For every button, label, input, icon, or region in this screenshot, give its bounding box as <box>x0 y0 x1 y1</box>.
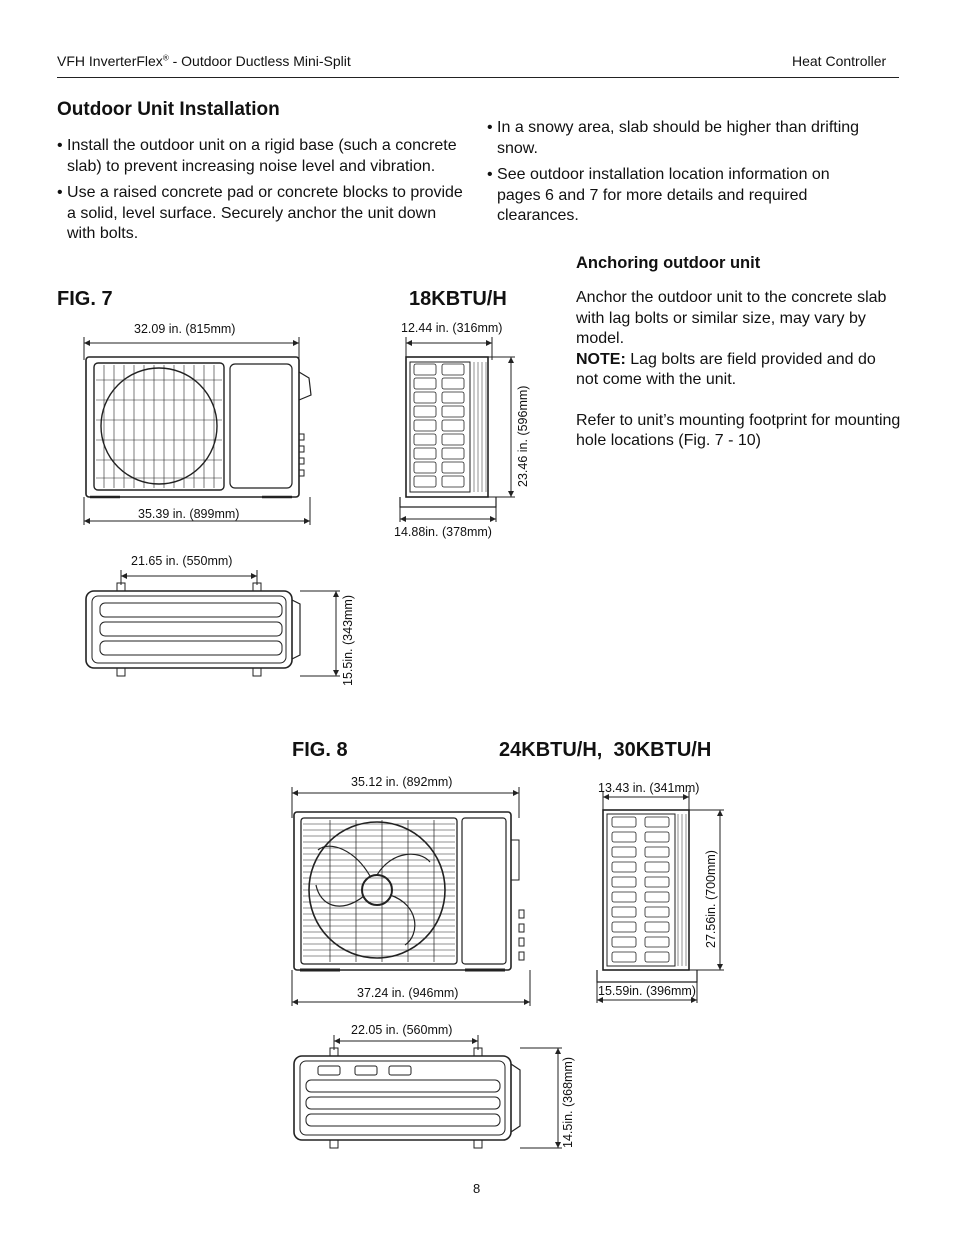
fig8-front-bottom-dim: 37.24 in. (946mm) <box>357 986 459 1000</box>
fig7-top-depth-dim: 15.5in. (343mm) <box>341 594 355 686</box>
fig7-model: 18KBTU/H <box>409 288 507 310</box>
fig7-front-bottom-dim: 35.39 in. (899mm) <box>138 507 240 521</box>
bullet-item: • See outdoor installation location information on pages 6 and 7 for more details and required clearances. <box>487 166 830 224</box>
anchoring-para: Anchor the outdoor unit to the concrete slab with lag bolts or similar size, may vary by model. <box>576 289 887 347</box>
fig7-side-top-dim: 12.44 in. (316mm) <box>401 321 503 335</box>
fig7-side-bottom-dim: 14.88in. (378mm) <box>394 525 492 539</box>
fig7-top-view <box>86 570 340 676</box>
fig8-top-view <box>294 1035 562 1148</box>
fig8-front-top-dim: 35.12 in. (892mm) <box>351 775 453 789</box>
fig7-side-view <box>400 337 515 522</box>
bullet-item: • In a snowy area, slab should be higher than drifting snow. <box>487 119 860 157</box>
fig8-side-top-dim: 13.43 in. (341mm) <box>598 781 700 795</box>
fig7-top-width-dim: 21.65 in. (550mm) <box>131 554 233 568</box>
fig7-front-view <box>84 337 311 525</box>
fig7-front-top-dim: 32.09 in. (815mm) <box>134 322 236 336</box>
bullet-item: • Install the outdoor unit on a rigid base (such a concrete slab) to prevent increasing noise level and vibration. <box>57 137 457 175</box>
fig8-side-bottom-dim: 15.59in. (396mm) <box>598 984 696 998</box>
fig8-side-height-dim: 27.56in. (700mm) <box>704 850 718 948</box>
anchoring-title: Anchoring outdoor unit <box>576 254 761 272</box>
anchoring-note: NOTE: Lag bolts are field provided and do not come with the unit. <box>576 350 876 388</box>
fig8-top-depth-dim: 14.5in. (368mm) <box>561 1056 575 1148</box>
fig7-side-height-dim: 23.46 in. (596mm) <box>516 385 530 487</box>
anchoring-para: Refer to unit’s mounting footprint for mounting hole locations (Fig. 7 - 10) <box>576 411 901 449</box>
fig8-front-view <box>292 787 530 1006</box>
fig7-label: FIG. 7 <box>57 288 113 310</box>
fig8-model: 24KBTU/H, 30KBTU/H <box>499 739 712 761</box>
page-number: 8 <box>473 1181 481 1196</box>
fig8-top-width-dim: 22.05 in. (560mm) <box>351 1023 453 1037</box>
bullet-item: • Use a raised concrete pad or concrete blocks to provide a solid, level surface. Securely anchor the unit down with bolts. <box>57 184 463 242</box>
header-title: VFH InverterFlex® - Outdoor Ductless Mini-Split <box>57 53 351 69</box>
fig8-label: FIG. 8 <box>292 739 348 761</box>
header-brand: Heat Controller <box>792 53 887 69</box>
section-title: Outdoor Unit Installation <box>57 99 280 120</box>
